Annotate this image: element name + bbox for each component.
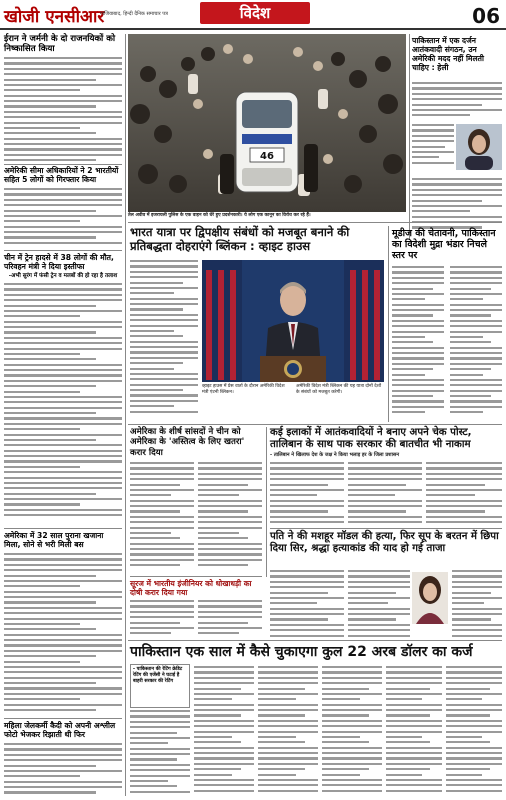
headline-china-threat: अमेरिका के शीर्ष सांसदों ने चीन को अमेरिका के 'अस्तित्व के लिए खतरा' करार दिया — [130, 427, 245, 458]
article-text — [198, 462, 262, 572]
article-text — [4, 743, 122, 798]
photo-caption-right: अमेरिकी विदेश मंत्री ब्लिंकन की यह यात्रा दोनों देशों के संबंधों को मजबूत करेगी। — [296, 384, 382, 395]
model-portrait — [412, 572, 448, 624]
article-text — [270, 570, 344, 638]
subheadline-taliban: - तालिबान ने खिलाफ देश के जक्ष ने किया भलाइ हर के जिला प्रशासन — [270, 452, 400, 458]
article-text — [426, 462, 502, 526]
headline-pakistan-debt: पाकिस्तान एक साल में कैसे चुकाएगा कुल 22 अरब डॉलर का कर्ज — [130, 644, 473, 660]
article-text — [348, 462, 422, 526]
divider — [4, 250, 122, 251]
headline-model-murder: पति ने की मशहूर मॉडल की हत्या, फिर सूप के बरतन में छिपा दिया सिर, श्रद्धा हत्याकांड की याद हो गई ताजा — [270, 531, 499, 554]
headline-surat-engineer: सूरज में भारतीय इंजीनियर को धोखाधड़ी का दोषी करार दिया गया — [130, 579, 252, 598]
headline-us-treasure: अमेरिका में 32 साल पुराना खजाना मिला, सोने से भरी मिली बस — [4, 531, 104, 549]
divider — [128, 640, 502, 641]
article-text — [392, 266, 444, 418]
dateline: गाजियाबाद, हिन्दी दैनिक समाचार पत्र — [100, 11, 168, 17]
headline-moodys: मूडीज की चेतावनी, पाकिस्तान का विदेशी मुद्रा भंडार निचले स्तर पर — [392, 228, 496, 261]
svg-text:46: 46 — [260, 151, 274, 162]
headline-blinken: भारत यात्रा पर द्विपक्षीय संबंधों को मजबूत बनाने की प्रतिबद्धता दोहराएंगे ब्लिंकन : व्हाइट हाउस — [130, 225, 350, 253]
article-text — [4, 553, 122, 716]
haley-portrait — [456, 124, 502, 170]
column-rule — [409, 34, 410, 240]
article-text — [412, 82, 502, 122]
article-text — [130, 710, 190, 796]
article-text — [386, 666, 442, 796]
protest-photo — [128, 34, 406, 212]
headline-jail-staff: महिला जेलकर्मी कैदी को अपनी अश्लील फोटो भेजकर रिझाती थी फिर — [4, 721, 116, 739]
divider — [128, 222, 502, 223]
section-label: विदेश — [200, 2, 310, 24]
article-text — [452, 570, 502, 638]
article-text — [270, 462, 344, 526]
divider — [270, 528, 502, 529]
column-rule — [266, 427, 267, 577]
masthead — [0, 0, 506, 30]
article-text — [446, 666, 502, 796]
photo-caption: तेल अवीव में इजरायली पुलिस के एक वाहन को घेरे हुए प्रदर्शनकारी। ये लोग एक कानून का विरोध कर रहे हैं। — [128, 213, 311, 218]
sub-box — [130, 664, 190, 708]
article-text — [130, 260, 198, 420]
divider — [128, 424, 502, 425]
article-text — [4, 188, 122, 248]
article-text — [450, 266, 502, 418]
headline-taliban-checkposts: कई इलाकों में आतंकवादियों ने बनाए अपने चेक पोस्ट, तालिबान के साथ पाक सरकार की बातचीत भी नाकाम — [270, 427, 472, 450]
divider — [4, 164, 122, 165]
column-rule — [125, 34, 126, 796]
article-text — [348, 570, 410, 638]
headline-iran-germany: ईरान ने जर्मनी के दो राजनयिकों को निष्कासित किया — [4, 34, 116, 54]
article-text — [130, 462, 194, 572]
blinken-photo — [202, 260, 384, 382]
photo-caption-left: व्हाइट हाउस में प्रेस वार्ता के दौरान अमेरिकी विदेश मंत्री एंटनी ब्लिंकन। — [202, 384, 285, 395]
headline-us-border-arrest: अमेरिकी सीमा अधिकारियों ने 2 भारतीयों सहित 5 लोगों को गिरफ्तार किया — [4, 166, 119, 184]
article-text — [412, 124, 454, 176]
subheadline-train: -अभी सुरंग में फंसी ट्रेन व मलबों की हो रहा है तलाश — [8, 273, 118, 279]
headline-china-train: चीन में ट्रेन हादसे में 38 लोगों की मौत, परिवहन मंत्री ने दिया इस्तीफा — [4, 253, 114, 271]
article-text — [194, 666, 254, 796]
article-text — [322, 666, 382, 796]
page-number: 06 — [472, 4, 500, 28]
left-column — [4, 34, 122, 54]
divider — [130, 576, 262, 577]
article-text — [130, 600, 194, 638]
headline-haley: पाकिस्तान में एक दर्जन आतंकवादी संगठन, उन अमेरिकी मदद नहीं मिलती चाहिए : हेली — [412, 36, 484, 72]
column-rule — [388, 226, 389, 422]
article-text — [4, 57, 122, 163]
subheadline-rating: - पाकिस्तान की रेटिंग क्रेडिट रेटिंग की एजेंसी ने घटाई है बाहरी सरकार की रेटिंग — [133, 667, 183, 684]
article-text — [198, 600, 262, 638]
article-text — [4, 283, 122, 526]
newspaper-logo: खोजी एनसीआर — [4, 7, 105, 27]
article-text — [258, 666, 318, 796]
divider — [4, 528, 122, 529]
divider — [4, 718, 122, 719]
